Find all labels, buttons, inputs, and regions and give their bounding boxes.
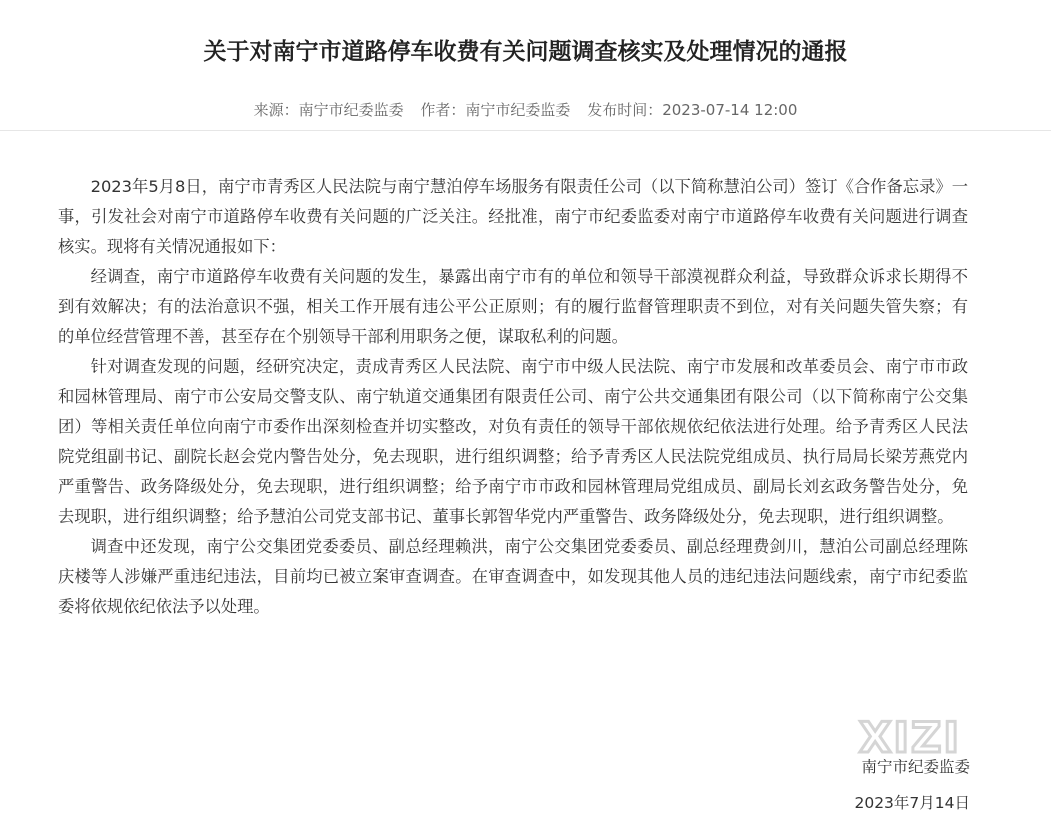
meta-author: 作者：南宁市纪委监委: [420, 101, 571, 119]
meta-source: 来源：南宁市纪委监委: [253, 101, 404, 119]
paragraph-findings: 经调查，南宁市道路停车收费有关问题的发生，暴露出南宁市有的单位和领导干部漠视群众利益，导致群众诉求长期得不到有效解决；有的法治意识不强，相关工作开展有违公平公正原则；有的履行监督管理职责不到位，对有关问题失管失察；有的单位经营管理不善，甚至存在个别领导干部利用职务之便，谋取私利的问题。: [58, 267, 968, 346]
issue-date: 2023年7月14日: [854, 794, 970, 812]
article-body: [58, 172, 968, 622]
paragraph-decisions: 针对调查发现的问题，经研究决定，责成青秀区人民法院、南宁市中级人民法院、南宁市发展和改革委员会、南宁市市政和园林管理局、南宁市公安局交警支队、南宁轨道交通集团有限责任公司、南宁公共交通集团有限公司（以下简称南宁公交集团）等相关责任单位向南宁市委作出深刻检查并切实整改，对负有责任的领导干部依规依纪依法进行处理。给予青秀区人民法院党组副书记、副院长赵会党内警告处分，免去现职，进行组织调整；给予青秀区人民法院党组成员、执行局局长梁芳燕党内严重警告、政务降级处分，免去现职，进行组织调整；给予南宁市市政和园林管理局党组成员、副局长刘玄政务警告处分，免去现职，进行组织调整；给予慧泊公司党支部书记、董事长郭智华党内严重警告、政务降级处分，免去现职，进行组织调整。: [58, 357, 968, 526]
paragraph-intro: 2023年5月8日，南宁市青秀区人民法院与南宁慧泊停车场服务有限责任公司（以下简称慧泊公司）签订《合作备忘录》一事，引发社会对南宁市道路停车收费有关问题的广泛关注。经批准，南宁市纪委监委对南宁市道路停车收费有关问题进行调查核实。现将有关情况通报如下：: [58, 177, 968, 256]
meta-published: 发布时间：2023-07-14 12:00: [587, 101, 798, 119]
paragraph-further-findings: 调查中还发现，南宁公交集团党委委员、副总经理赖洪，南宁公交集团党委委员、副总经理费剑川，慧泊公司副总经理陈庆楼等人涉嫌严重违纪违法，目前均已被立案审查调查。在审查调查中，如发现其他人员的违纪违法问题线索，南宁市纪委监委将依规依纪依法予以处理。: [58, 537, 968, 616]
article-header: [0, 0, 1051, 131]
signature: 南宁市纪委监委: [861, 758, 970, 776]
watermark-text: XIZI: [858, 713, 962, 762]
article-title: 关于对南宁市道路停车收费有关问题调查核实及处理情况的通报: [203, 39, 848, 65]
article-meta: [0, 99, 1051, 120]
